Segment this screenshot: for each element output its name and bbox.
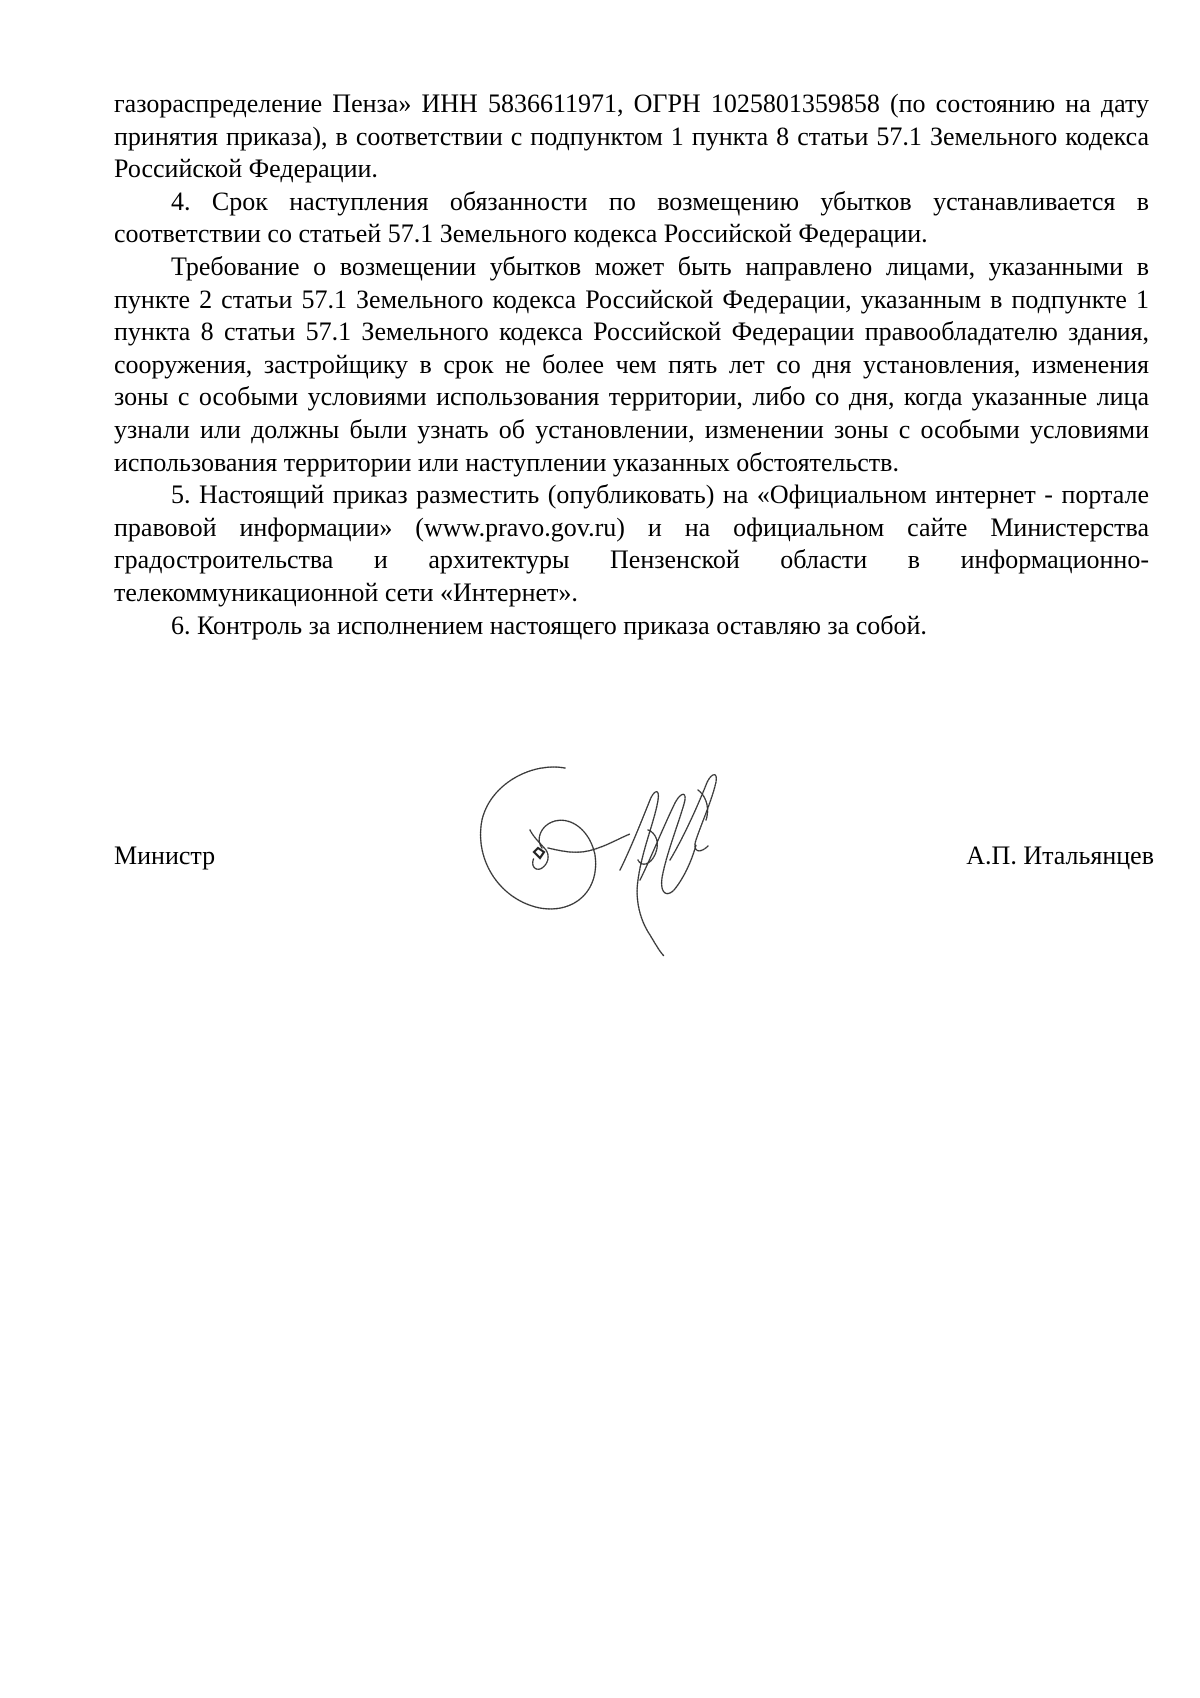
paragraph-item-5: 5. Настоящий приказ разместить (опубликовать) на «Официальном интернет - портале правовой информации» (www.pravo.gov.ru) и на официальном сайте Министерства градостроительства и архитектуры Пензенской области в информационно-телекоммуникационной сети «Интернет». xyxy=(114,480,1149,607)
paragraph-item-4: 4. Срок наступления обязанности по возмещению убытков устанавливается в соответствии со статьей 57.1 Земельного кодекса Российской Федерации. xyxy=(114,186,1149,249)
signature-letter-stroke-3 xyxy=(670,775,716,860)
signature-letter-stroke-5 xyxy=(698,790,708,820)
handwritten-signature xyxy=(470,760,740,960)
signature-ink-blot xyxy=(534,848,544,858)
signatory-position: Министр xyxy=(114,841,216,870)
paragraph-continuation: газораспределение Пенза» ИНН 5836611971, ОГРН 1025801359858 (по состоянию на дату принятия приказа), в соответствии с подпунктом 1 пункта 8 статьи 57.1 Земельного кодекса Российской Федерации. xyxy=(114,89,1149,184)
paragraph-item-6: 6. Контроль за исполнением настоящего приказа оставляю за собой. xyxy=(171,610,927,640)
signature-letter-stroke-1 xyxy=(620,792,664,956)
signatory-name: А.П. Итальянцев xyxy=(966,841,1154,870)
document-body xyxy=(114,88,1149,642)
signature-letter-stroke-2 xyxy=(640,794,696,893)
signature-loop-stroke xyxy=(481,767,596,909)
paragraph-compensation-claim: Требование о возмещении убытков может быть направлено лицами, указанными в пункте 2 статьи 57.1 Земельного кодекса Российской Федерации, указанным в подпункте 1 пункта 8 статьи 57.1 Земельного кодекса Российской Федерации правообладателю здания, сооружения, застройщику в срок не более чем пять лет со дня установления, изменения зоны с особыми условиями использования территории, либо со дня, когда указанные лица узнали или должны были узнать об установлении, изменении зоны с особыми условиями использования территории или наступлении указанных обстоятельств. xyxy=(114,251,1149,477)
signature-connector-stroke xyxy=(548,834,630,852)
